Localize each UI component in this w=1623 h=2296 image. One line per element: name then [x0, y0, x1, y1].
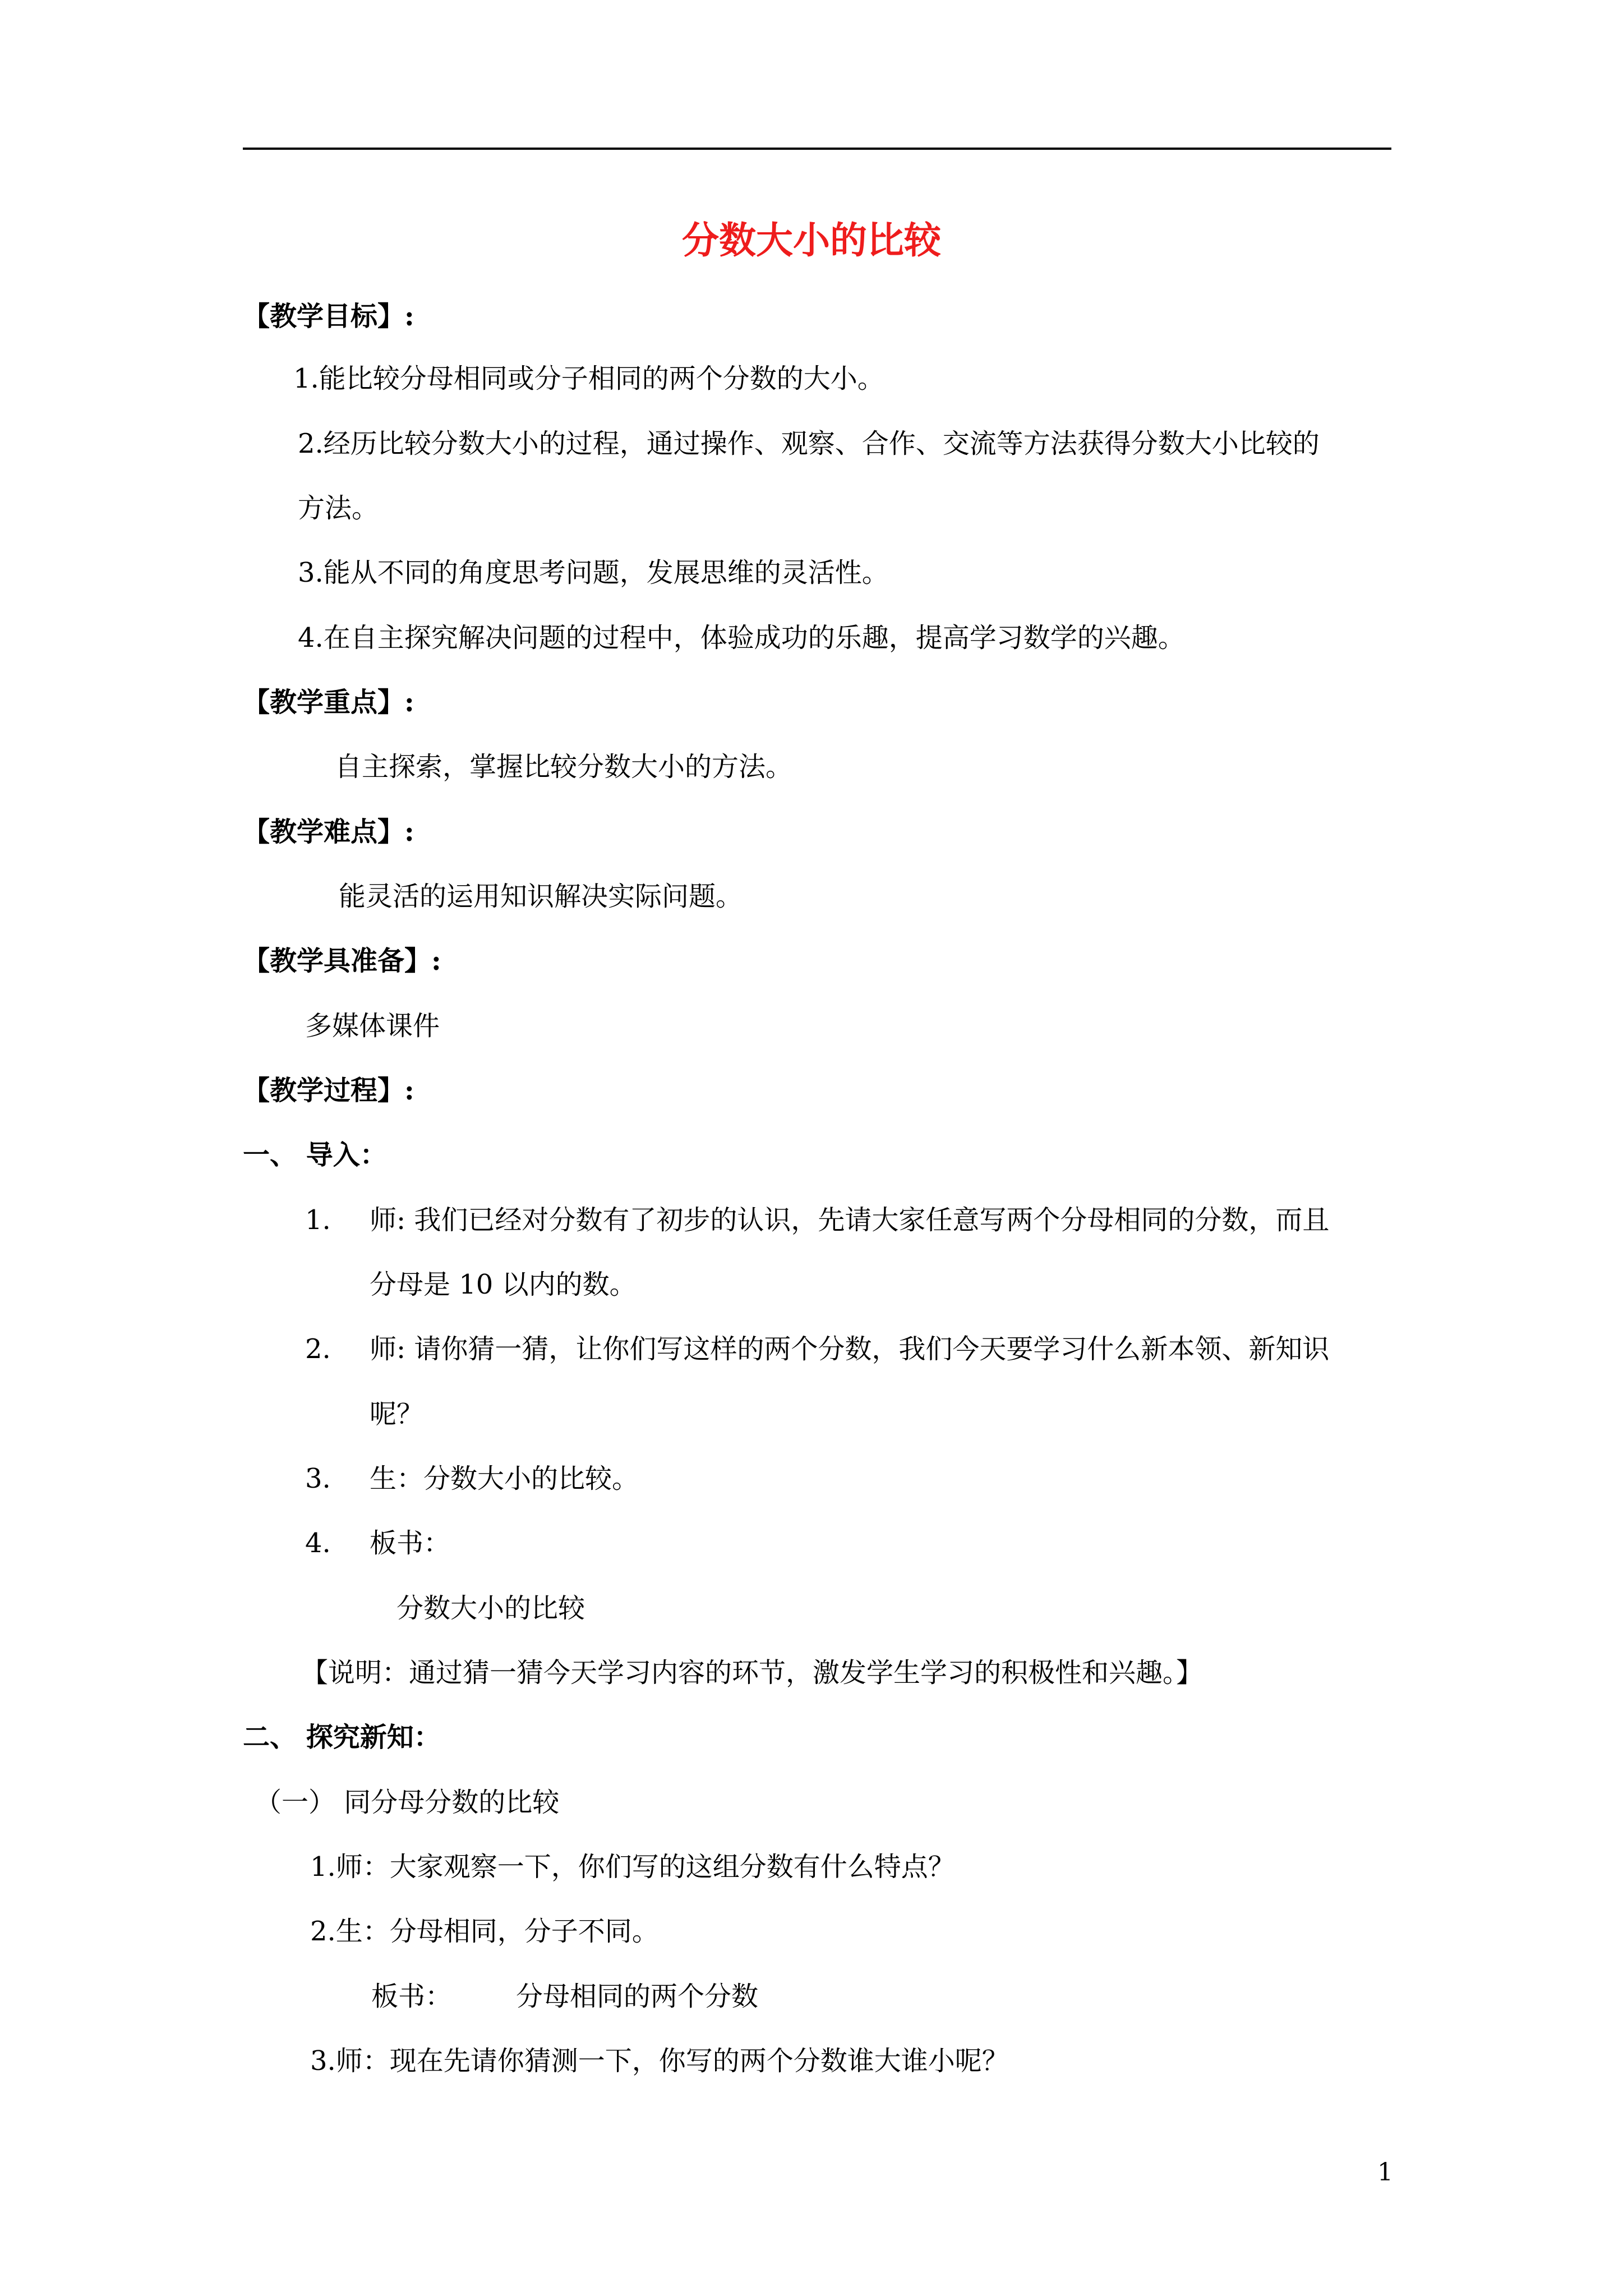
item-number: 3. — [305, 1463, 331, 1494]
part1-item-4 — [305, 1525, 450, 1561]
part1-item-2 — [305, 1331, 1329, 1367]
objective-item-2: 2.经历比较分数大小的过程，通过操作、观察、合作、交流等方法获得分数大小比较的 — [298, 428, 1320, 459]
objective-item-4: 4.在自主探究解决问题的过程中，体验成功的乐趣，提高学习数学的兴趣。 — [298, 622, 1185, 654]
key-points-text: 自主探索，掌握比较分数大小的方法。 — [335, 751, 793, 783]
item-number: 4. — [305, 1527, 331, 1559]
difficulties-text: 能灵活的运用知识解决实际问题。 — [339, 881, 743, 912]
difficulties-heading: 【教学难点】: — [243, 816, 414, 848]
item-text: 师: 请你猜一猜，让你们写这样的两个分数，我们今天要学习什么新本领、新知识 — [370, 1333, 1330, 1365]
item-text: 师: 我们已经对分数有了初步的认识，先请大家任意写两个分母相同的分数，而且 — [370, 1204, 1330, 1236]
process-heading: 【教学过程】: — [243, 1075, 414, 1106]
part2-sub1-item-3: 3.师：现在先请你猜测一下，你写的两个分数谁大谁小呢？ — [310, 2045, 1009, 2077]
objectives-heading: 【教学目标】: — [243, 301, 414, 332]
key-points-heading: 【教学重点】: — [243, 687, 414, 718]
part2-sub1-item-1: 1.师：大家观察一下，你们写的这组分数有什么特点？ — [310, 1851, 955, 1883]
part1-item-2-cont: 呢？ — [370, 1398, 424, 1430]
part1-item-3 — [305, 1461, 639, 1497]
part2-board-text: 分母相同的两个分数 — [516, 1981, 759, 2012]
header-rule — [243, 148, 1391, 150]
item-number: 2. — [305, 1333, 331, 1365]
item-number: 1. — [305, 1204, 331, 1236]
document-title: 分数大小的比较 — [682, 218, 941, 262]
part1-heading: 一、 导入： — [243, 1139, 387, 1171]
part2-heading: 二、 探究新知： — [243, 1722, 441, 1753]
materials-text: 多媒体课件 — [305, 1010, 440, 1042]
part1-item-1-cont: 分母是 10 以内的数。 — [370, 1269, 637, 1300]
item-text: 生：分数大小的比较。 — [370, 1463, 639, 1494]
page-number: 1 — [1377, 2158, 1393, 2187]
part2-sub1-heading: （一） 同分母分数的比较 — [255, 1787, 560, 1818]
part1-item-1 — [305, 1202, 1329, 1238]
objective-item-2-cont: 方法。 — [298, 493, 379, 524]
part2-sub1-item-2: 2.生：分母相同，分子不同。 — [310, 1916, 659, 1947]
part2-board-label: 板书： — [371, 1981, 453, 2012]
item-text: 板书： — [370, 1527, 451, 1559]
materials-heading: 【教学具准备】: — [243, 945, 441, 977]
objective-item-1: 1.能比较分母相同或分子相同的两个分数的大小。 — [293, 363, 884, 394]
part1-note: 【说明：通过猜一猜今天学习内容的环节，激发学生学习的积极性和兴趣。】 — [301, 1657, 1204, 1688]
part1-board-text: 分数大小的比较 — [396, 1593, 585, 1624]
objective-item-3: 3.能从不同的角度思考问题，发展思维的灵活性。 — [298, 557, 889, 588]
